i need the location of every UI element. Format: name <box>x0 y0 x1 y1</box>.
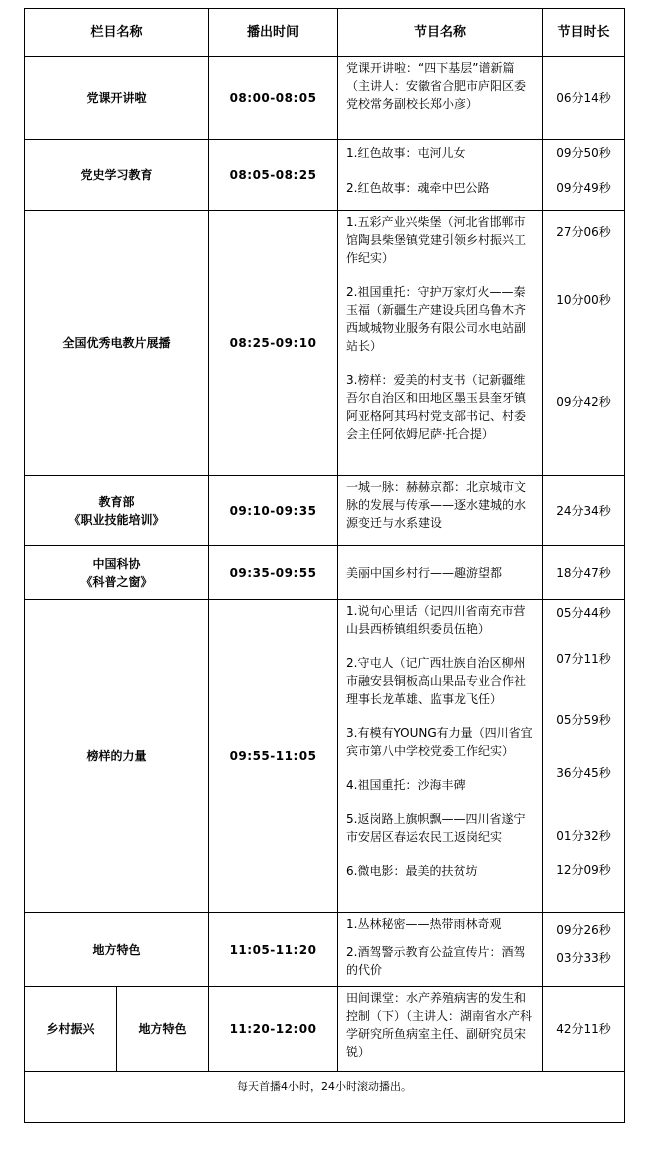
program-item: 1.说句心里话（记四川省南充市营山县西桥镇组织委员伍艳） <box>346 604 526 636</box>
header-duration: 节目时长 <box>543 9 625 57</box>
header-row <box>25 9 625 57</box>
broadcast-time: 09:55-11:05 <box>209 600 338 913</box>
duration-item: 24分34秒 <box>556 503 611 518</box>
column-name: 地方特色 <box>25 913 209 987</box>
duration-item: 42分11秒 <box>556 1022 611 1036</box>
program-item: 6.微电影：最美的扶贫坊 <box>346 864 478 878</box>
table-row <box>25 987 625 1072</box>
header-program-name: 节目名称 <box>338 9 543 57</box>
program-cell <box>338 211 543 476</box>
duration-item: 07分11秒 <box>556 652 611 666</box>
duration-item: 09分26秒 <box>556 923 611 937</box>
program-cell <box>338 987 543 1072</box>
program-cell <box>338 913 543 987</box>
broadcast-time: 08:25-09:10 <box>209 211 338 476</box>
column-name-line: 《职业技能培训》 <box>68 512 165 527</box>
program-item: 田间课堂：水产养殖病害的发生和控制（下）（主讲人：湖南省水产科学研究所鱼病室主任、副研究员宋锐） <box>346 991 533 1059</box>
program-item: 2.祖国重托：守护万家灯火——秦玉福（新疆生产建设兵团乌鲁木齐西域城物业服务有限公司水电站副站长） <box>346 285 527 353</box>
duration-cell <box>543 476 625 546</box>
duration-cell <box>543 211 625 476</box>
duration-cell <box>543 57 625 140</box>
duration-cell <box>543 140 625 211</box>
broadcast-time: 09:10-09:35 <box>209 476 338 546</box>
duration-item: 10分00秒 <box>556 293 611 307</box>
column-name: 全国优秀电教片展播 <box>25 211 209 476</box>
header-column-name: 栏目名称 <box>25 9 209 57</box>
duration-item: 09分42秒 <box>556 395 611 409</box>
program-cell <box>338 476 543 546</box>
program-item: 2.红色故事：魂牵中巴公路 <box>346 181 490 195</box>
footer-note: 每天首播4小时，24小时滚动播出。 <box>25 1072 625 1123</box>
program-item: 4.祖国重托：沙海丰碑 <box>346 778 466 792</box>
duration-item: 12分09秒 <box>556 863 611 877</box>
column-name: 榜样的力量 <box>25 600 209 913</box>
duration-item: 06分14秒 <box>556 91 611 105</box>
duration-cell <box>543 600 625 913</box>
column-name: 乡村振兴 <box>25 987 117 1072</box>
column-name-line: 教育部 <box>98 494 135 509</box>
broadcast-time: 11:05-11:20 <box>209 913 338 987</box>
program-item: 党课开讲啦：“四下基层”谱新篇（主讲人：安徽省合肥市庐阳区委党校常务副校长郑小彦） <box>346 61 527 111</box>
duration-item: 18分47秒 <box>556 565 611 580</box>
header-broadcast-time: 播出时间 <box>209 9 338 57</box>
program-cell <box>338 140 543 211</box>
duration-cell <box>543 987 625 1072</box>
broadcast-time: 08:00-08:05 <box>209 57 338 140</box>
schedule-table-wrapper <box>24 8 624 1123</box>
column-name <box>25 546 209 600</box>
duration-item: 05分44秒 <box>556 606 611 620</box>
duration-item: 01分32秒 <box>556 829 611 843</box>
broadcast-time: 09:35-09:55 <box>209 546 338 600</box>
duration-cell <box>543 546 625 600</box>
duration-item: 27分06秒 <box>556 225 611 239</box>
program-item: 一城一脉：赫赫京都：北京城市文脉的发展与传承——逐水建城的水源变迁与水系建设 <box>346 480 527 530</box>
broadcast-time: 11:20-12:00 <box>209 987 338 1072</box>
column-name-line: 《科普之窗》 <box>80 574 153 589</box>
table-row <box>25 546 625 600</box>
program-item: 美丽中国乡村行——趣游望都 <box>346 565 503 580</box>
program-item: 5.返岗路上旗帜飘——四川省遂宁市安居区春运农民工返岗纪实 <box>346 812 526 844</box>
program-cell <box>338 600 543 913</box>
program-item: 1.丛林秘密——热带雨林奇观 <box>346 917 502 931</box>
table-row <box>25 140 625 211</box>
program-item: 2.守屯人（记广西壮族自治区柳州市融安县铜板高山果品专业合作社理事长龙革雄、监事龙飞任） <box>346 656 527 706</box>
program-item: 3.榜样：爱美的村支书（记新疆维吾尔自治区和田地区墨玉县奎牙镇阿亚格阿其玛村党支部书记、村委会主任阿依姆尼萨·托合提） <box>346 373 527 441</box>
sub-column-name: 地方特色 <box>117 987 209 1072</box>
program-item: 1.红色故事：屯河儿女 <box>346 146 466 160</box>
broadcast-time: 08:05-08:25 <box>209 140 338 211</box>
table-row <box>25 57 625 140</box>
column-name: 党课开讲啦 <box>25 57 209 140</box>
table-row <box>25 913 625 987</box>
column-name: 党史学习教育 <box>25 140 209 211</box>
duration-item: 09分50秒 <box>556 146 611 160</box>
program-item: 2.酒驾警示教育公益宣传片：酒驾的代价 <box>346 945 526 977</box>
table-row <box>25 476 625 546</box>
table-row <box>25 600 625 913</box>
program-item: 3.有模有YOUNG有力量（四川省宜宾市第八中学校党委工作纪实） <box>346 726 533 758</box>
program-cell <box>338 546 543 600</box>
duration-cell <box>543 913 625 987</box>
duration-item: 09分49秒 <box>556 181 611 195</box>
program-item: 1.五彩产业兴柴堡（河北省邯郸市馆陶县柴堡镇党建引领乡村振兴工作纪实） <box>346 215 527 265</box>
duration-item: 36分45秒 <box>556 766 611 780</box>
footer-row <box>25 1072 625 1123</box>
column-name-line: 中国科协 <box>92 556 141 571</box>
column-name <box>25 476 209 546</box>
schedule-table <box>24 8 625 1123</box>
table-row <box>25 211 625 476</box>
duration-item: 03分33秒 <box>556 951 611 965</box>
program-cell <box>338 57 543 140</box>
duration-item: 05分59秒 <box>556 713 611 727</box>
